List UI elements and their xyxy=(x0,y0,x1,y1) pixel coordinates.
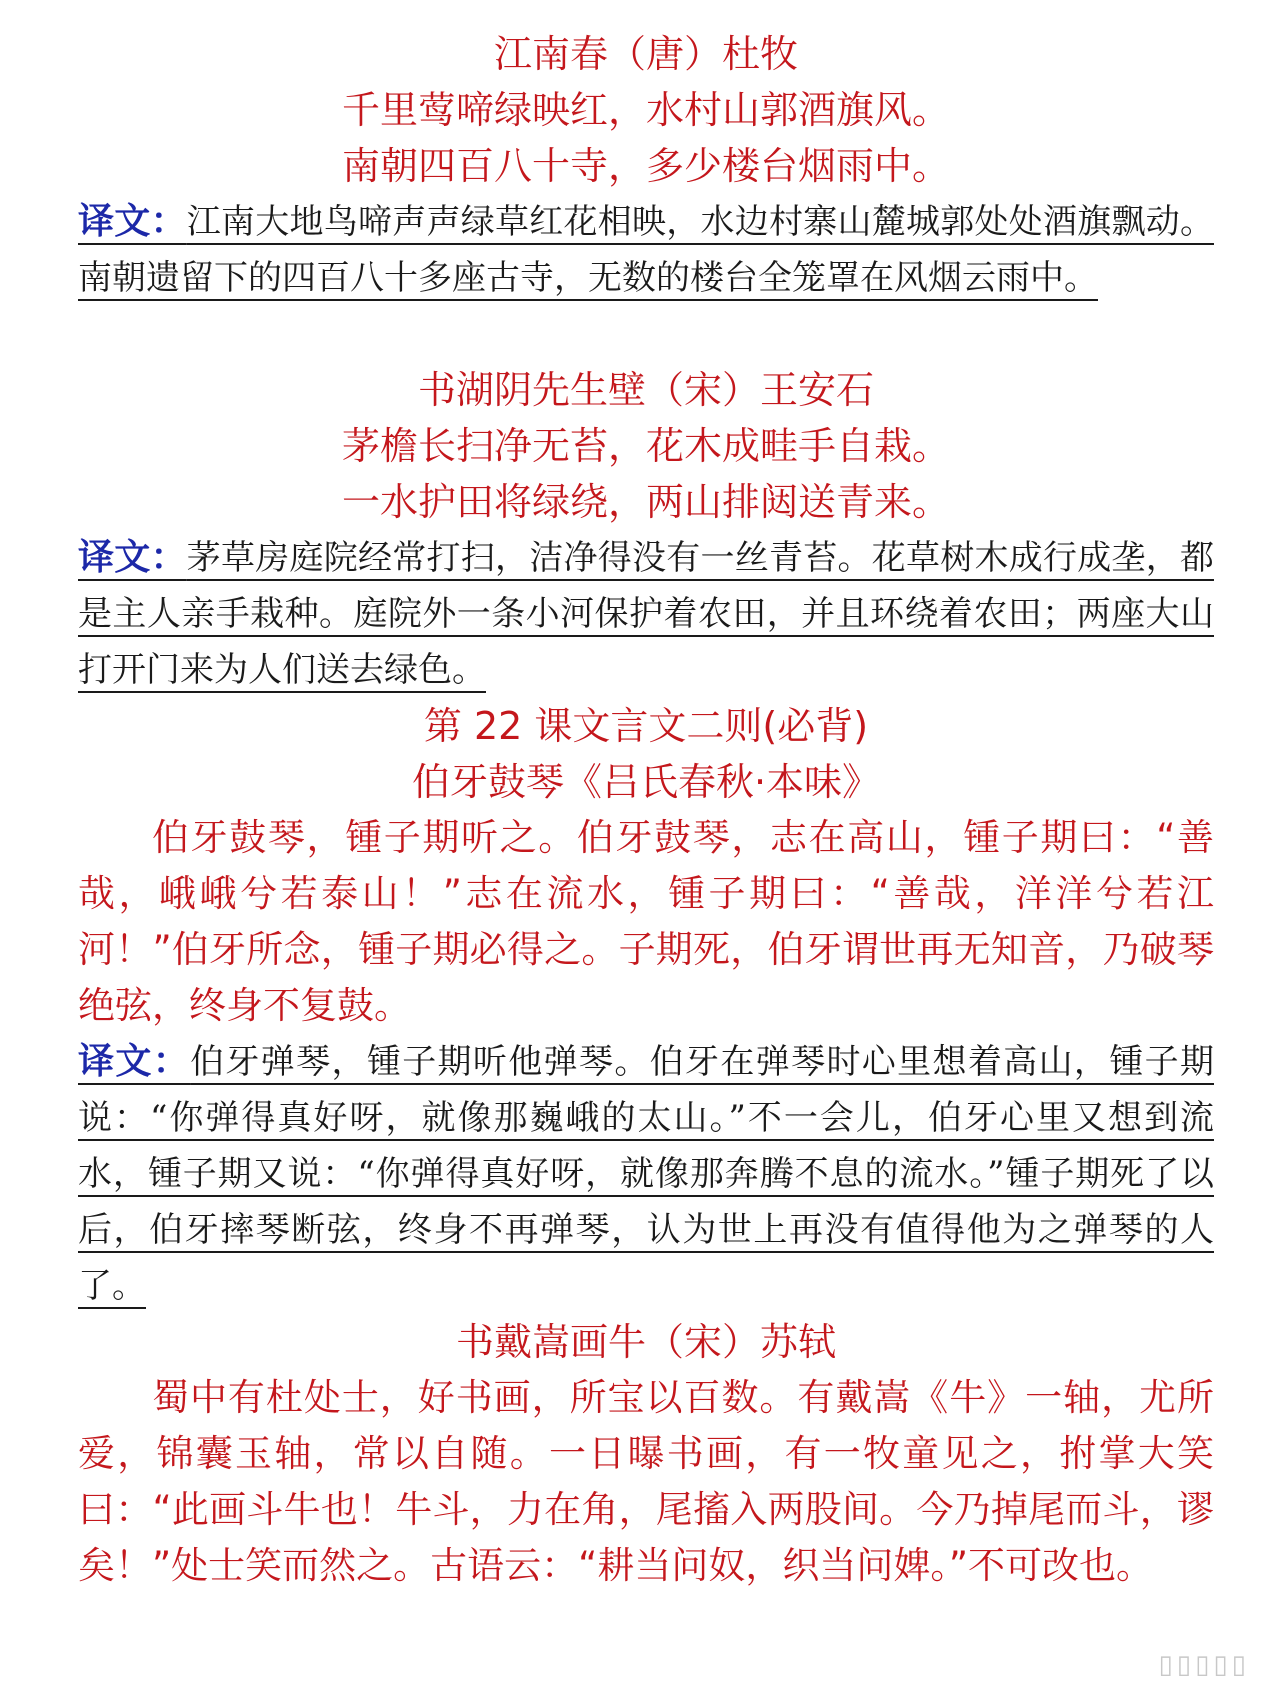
text1-body: 伯牙鼓琴，锺子期听之。伯牙鼓琴，志在高山，锺子期曰：“善哉，峨峨兮若泰山！”志在流水，锺子期曰：“善哉，洋洋兮若江河！”伯牙所念，锺子期必得之。子期死，伯牙谓世再无知音，乃破琴绝弦，终身不复鼓。 xyxy=(78,816,1214,1027)
text1-title: 伯牙鼓琴《吕氏春秋·本味》 xyxy=(411,760,881,804)
text1-translation-label: 译文： xyxy=(78,1041,191,1082)
text2-body: 蜀中有杜处士，好书画，所宝以百数。有戴嵩《牛》一轴，尤所爱，锦囊玉轴，常以自随。一日曝书画，有一牧童见之，拊掌大笑曰：“此画斗牛也！牛斗，力在角，尾搐入两股间。今乃掉尾而斗，谬矣！”处士笑而然之。古语云：“耕当问奴，织当问婢。”不可改也。 xyxy=(78,1376,1214,1587)
text2-title: 书戴嵩画牛（宋）苏轼 xyxy=(455,1320,836,1364)
poem2-translation-block xyxy=(78,530,1214,698)
watermark-dots: ▯▯▯▯▯ xyxy=(1158,1650,1250,1680)
content xyxy=(78,26,1214,1594)
poem2-line-2: 一水护田将绿绕，两山排闼送青来。 xyxy=(341,480,950,524)
poem2-title: 书湖阴先生壁（宋）王安石 xyxy=(417,368,874,412)
poem1-line-1: 千里莺啼绿映红，水村山郭酒旗风。 xyxy=(341,88,950,132)
text1-translation: 伯牙弹琴，锺子期听他弹琴。伯牙在弹琴时心里想着高山，锺子期说：“你弹得真好呀，就像那巍峨的太山。”不一会儿，伯牙心里又想到流水，锺子期又说：“你弹得真好呀，就像那奔腾不息的流水。”锺子期死了以后，伯牙摔琴断弦，终身不再弹琴，认为世上再没有值得他为之弹琴的人了。 xyxy=(78,1042,1214,1306)
poem1-line-2: 南朝四百八十寺，多少楼台烟雨中。 xyxy=(341,144,950,188)
poem1-translation-block xyxy=(78,194,1214,362)
text1-translation-block xyxy=(78,1034,1214,1314)
poem1-translation: 江南大地鸟啼声声绿草红花相映，水边村寨山麓城郭处处酒旗飘动。南朝遗留下的四百八十多座古寺，无数的楼台全笼罩在风烟云雨中。 xyxy=(78,202,1214,298)
poem2-line-1: 茅檐长扫净无苔，花木成畦手自栽。 xyxy=(341,424,950,468)
lesson-heading: 第 22 课文言文二则(必背) xyxy=(423,704,869,748)
poem2-translation: 茅草房庭院经常打扫，洁净得没有一丝青苔。花草树木成行成垄，都是主人亲手栽种。庭院外一条小河保护着农田，并且环绕着农田；两座大山打开门来为人们送去绿色。 xyxy=(78,538,1214,690)
poem1-translation-label: 译文： xyxy=(78,201,187,242)
poem1-title: 江南春（唐）杜牧 xyxy=(493,32,798,76)
poem2-translation-label: 译文： xyxy=(78,537,187,578)
